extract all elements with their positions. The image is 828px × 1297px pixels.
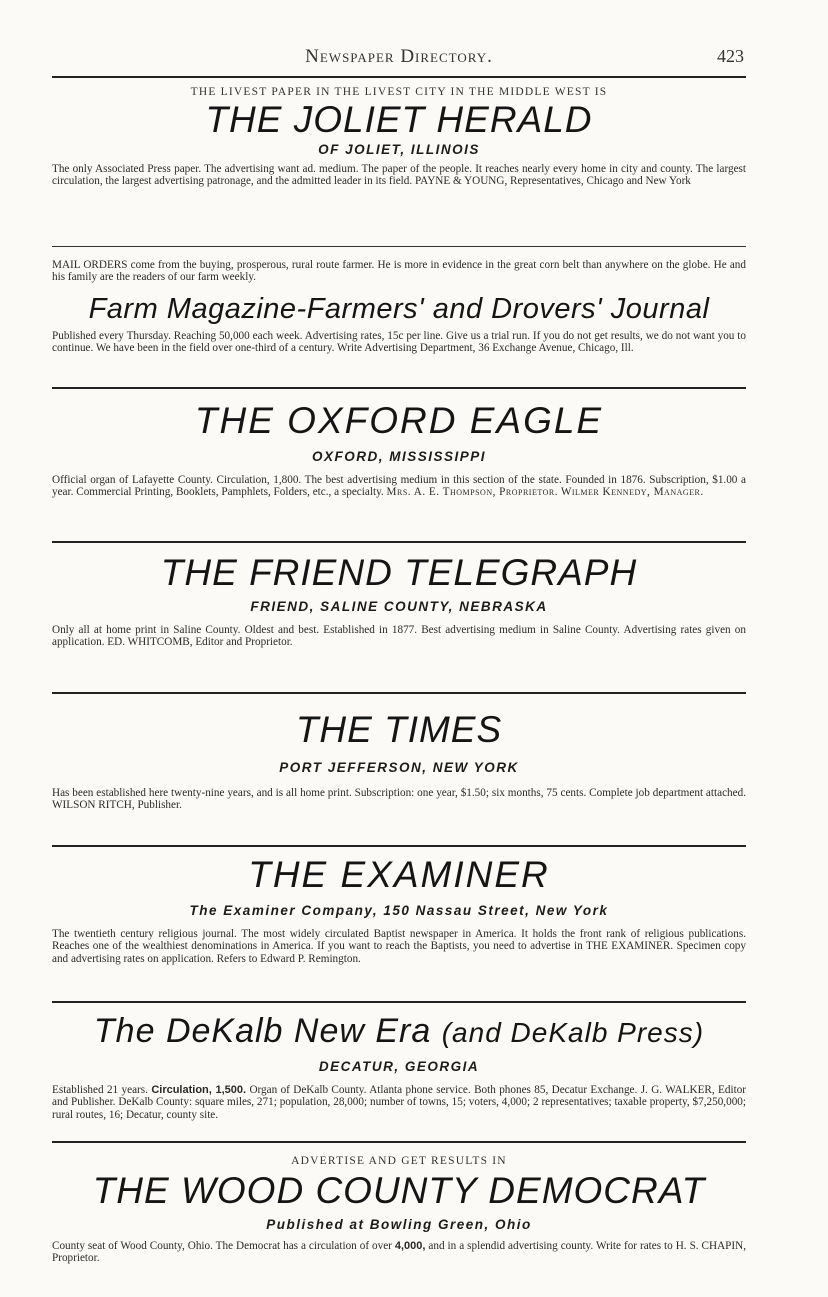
ad-the-examiner <box>52 855 746 1001</box>
friend-location: FRIEND, SALINE COUNTY, NEBRASKA <box>250 599 548 614</box>
joliet-body: The only Associated Press paper. The advertising want ad. medium. The paper of the people. It reaches nearly every home in city and county. The largest circulation, the largest advertising patronage, and the admitted leader in its field. PAYNE & YOUNG, Representatives, Chicago and New York <box>52 163 746 188</box>
divider <box>52 692 746 694</box>
ad-the-times <box>52 710 746 845</box>
dekalb-name-suffix: (and DeKalb Press) <box>441 1017 705 1048</box>
running-head <box>52 46 746 76</box>
wood-body-start: County seat of Wood County, Ohio. The Democrat has a circulation of over <box>52 1240 392 1252</box>
dekalb-name: The DeKalb New Era <box>93 1012 432 1050</box>
divider <box>52 845 746 847</box>
dekalb-location: DECATUR, GEORGIA <box>318 1059 480 1074</box>
divider <box>52 1001 746 1003</box>
header-rule <box>52 76 746 78</box>
page-number: 423 <box>717 46 744 66</box>
divider <box>52 541 746 543</box>
running-head-title: Newspaper Directory. <box>305 46 493 67</box>
ad-oxford-eagle <box>52 401 746 541</box>
oxford-body <box>52 474 746 499</box>
divider <box>52 1141 746 1143</box>
friend-body: Only all at home print in Saline County. Oldest and best. Established in 1877. Best advertising medium in Saline County. Advertising rates given on application. ED. WHITCOMB, Editor and Proprietor. <box>52 624 746 649</box>
joliet-location: OF JOLIET, ILLINOIS <box>318 142 480 157</box>
farm-name: Farm Magazine-Farmers' and Drovers' Journal <box>88 292 710 325</box>
wood-kicker: ADVERTISE AND GET RESULTS IN <box>291 1155 507 1167</box>
ad-wood-county-democrat <box>52 1155 746 1265</box>
wood-body <box>52 1240 746 1265</box>
oxford-body-main: Official organ of Lafayette County. Circulation, 1,800. The best advertising medium in this section of the state. Founded in 1876. Subscription, $1.00 a year. Commercial Printing, Booklets, Pamphlets, Folders, etc., a specialty. <box>52 474 746 499</box>
ad-joliet-herald <box>52 86 746 246</box>
ad-friend-telegraph <box>52 553 746 692</box>
wood-body-rest: and in a splendid advertising county. Write for rates to H. S. CHAPIN, Proprietor. <box>52 1240 746 1265</box>
ad-farm-magazine <box>52 259 746 387</box>
dekalb-circulation: Circulation, 1,500. <box>151 1084 247 1096</box>
examiner-name: THE EXAMINER <box>248 854 550 895</box>
wood-location: Published at Bowling Green, Ohio <box>266 1217 532 1232</box>
farm-intro: MAIL ORDERS come from the buying, prosperous, rural route farmer. He is more in evidence in the great corn belt than anywhere on the globe. He and his family are the readers of our farm weekly. <box>52 259 746 284</box>
times-location: PORT JEFFERSON, NEW YORK <box>279 760 519 775</box>
divider <box>52 246 746 247</box>
divider <box>52 387 746 389</box>
oxford-name: THE OXFORD EAGLE <box>194 400 604 441</box>
oxford-location: OXFORD, MISSISSIPPI <box>311 449 487 464</box>
dekalb-body-start: Established 21 years. <box>52 1084 148 1096</box>
friend-name: THE FRIEND TELEGRAPH <box>160 552 638 593</box>
times-body: Has been established here twenty-nine years, and is all home print. Subscription: one year, $1.50; six months, 75 cents. Complete job department attached. WILSON RITCH, Publisher. <box>52 787 746 812</box>
ad-dekalb-new-era <box>52 1011 746 1141</box>
joliet-kicker: THE LIVEST PAPER IN THE LIVEST CITY IN THE MIDDLE WEST IS <box>190 86 608 98</box>
examiner-body: The twentieth century religious journal. The most widely circulated Baptist newspaper in America. It holds the front rank of religious publications. Reaches one of the wealthiest denominations in America. If you want to reach the Baptists, you need to advertise in THE EXAMINER. Specimen copy and advertising rates on application. Refers to Edward P. Remington. <box>52 928 746 965</box>
dekalb-body-rest: Organ of DeKalb County. Atlanta phone service. Both phones 85, Decatur Exchange. J. G. WALKER, Editor and Publisher. DeKalb County: square miles, 271; population, 28,000; number of towns, 15; voters, 4,000; 2 representatives; taxable property, $7,250,000; rural routes, 16; Decatur, county site. <box>52 1084 747 1121</box>
oxford-proprietor: Mrs. A. E. Thompson, Proprietor. <box>386 486 559 499</box>
dekalb-title <box>52 1011 746 1053</box>
wood-circulation: 4,000, <box>394 1240 426 1252</box>
wood-name: THE WOOD COUNTY DEMOCRAT <box>92 1170 706 1211</box>
directory-page <box>52 46 746 1269</box>
times-name: THE TIMES <box>295 709 503 750</box>
farm-body: Published every Thursday. Reaching 50,000 each week. Advertising rates, 15c per line. Give us a trial run. If you do not get results, we do not want you to continue. We have been in the field over one-third of a century. Write Advertising Department, 36 Exchange Avenue, Chicago, Ill. <box>52 329 746 355</box>
examiner-location: The Examiner Company, 150 Nassau Street, New York <box>189 903 609 918</box>
joliet-name: THE JOLIET HERALD <box>205 99 593 140</box>
dekalb-body <box>52 1084 746 1121</box>
oxford-manager: Wilmer Kennedy, Manager. <box>560 486 704 499</box>
